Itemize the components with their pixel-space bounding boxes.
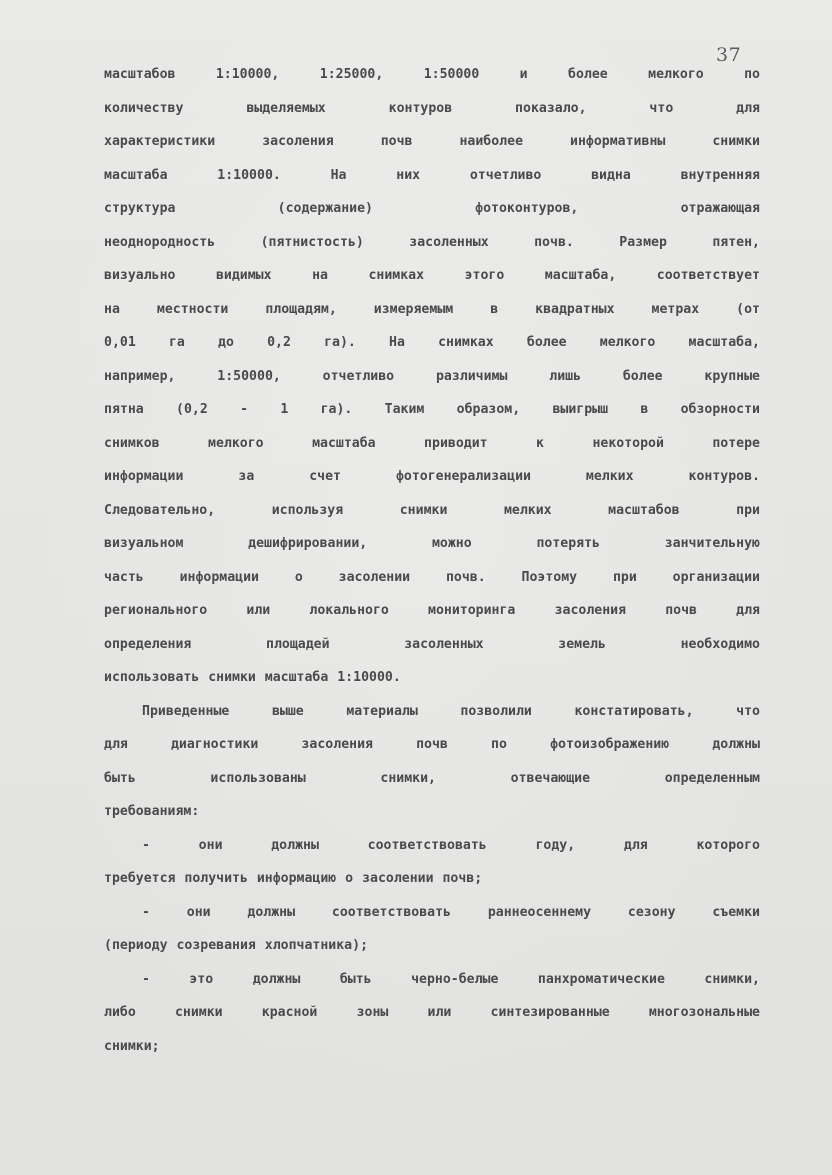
text-line: часть информации о засолении почв. Поэтому при организации xyxy=(104,569,760,585)
text-line: либо снимки красной зоны или синтезированные многозональные xyxy=(104,1005,760,1020)
text-line: - они должны соответствовать году, для которого xyxy=(142,837,760,853)
text-line: Приведенные выше материалы позволили констатировать, что xyxy=(142,703,760,719)
text-line: неоднородность (пятнистость) засоленных почв. Размер пятен, xyxy=(104,234,760,250)
text-line: Следовательно, используя снимки мелких масштабов при xyxy=(104,502,760,518)
text-line: информации за счет фотогенерализации мелких контуров. xyxy=(104,469,760,484)
text-line: регионального или локального мониторинга засоления почв для xyxy=(104,603,760,618)
body-text xyxy=(104,58,760,1063)
text-line: определения площадей засоленных земель необходимо xyxy=(104,636,760,652)
text-line: использовать снимки масштаба 1:10000. xyxy=(104,670,401,685)
text-line: (периоду созревания хлопчатника); xyxy=(104,938,369,953)
text-line: требованиям: xyxy=(104,804,200,819)
text-line: 0,01 га до 0,2 га). На снимках более мелкого масштаба, xyxy=(104,335,760,350)
text-line: масштаба 1:10000. На них отчетливо видна внутренняя xyxy=(104,167,760,183)
text-line: для диагностики засоления почв по фотоизображению должны xyxy=(104,737,760,752)
text-line: визуально видимых на снимках этого масштаба, соответствует xyxy=(104,268,760,283)
text-line: структура (содержание) фотоконтуров, отражающая xyxy=(104,201,760,216)
text-line: количеству выделяемых контуров показало, что для xyxy=(104,100,760,116)
text-line: масштабов 1:10000, 1:25000, 1:50000 и более мелкого по xyxy=(104,67,760,82)
text-line: - это должны быть черно-белые панхроматические снимки, xyxy=(142,971,760,987)
text-line: например, 1:50000, отчетливо различимы лишь более крупные xyxy=(104,368,760,384)
text-line: требуется получить информацию о засолении почв; xyxy=(104,871,483,886)
text-line: визуальном дешифрировании, можно потерять занчительную xyxy=(104,536,760,551)
text-line: характеристики засоления почв наиболее информативны снимки xyxy=(104,134,760,149)
text-line: быть использованы снимки, отвечающие определенным xyxy=(104,770,760,786)
text-line: на местности площадям, измеряемым в квадратных метрах (от xyxy=(104,301,760,317)
text-line: - они должны соответствовать раннеосеннему сезону съемки xyxy=(142,904,760,920)
text-line: снимки; xyxy=(104,1038,160,1054)
text-line: снимков мелкого масштаба приводит к некоторой потере xyxy=(104,435,760,451)
text-line: пятна (0,2 - 1 га). Таким образом, выигрыш в обзорности xyxy=(104,402,760,417)
page-number: 37 xyxy=(716,44,742,66)
